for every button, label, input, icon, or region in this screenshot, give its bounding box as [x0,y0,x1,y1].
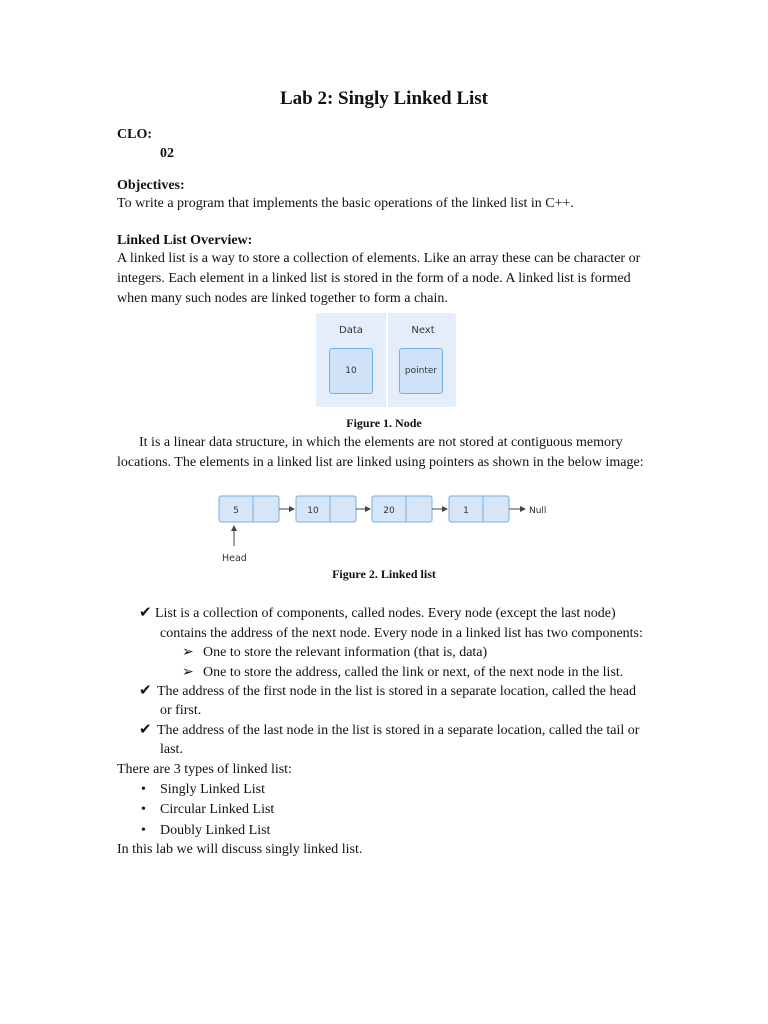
list-node-3 [372,496,432,522]
type-item-doubly: Doubly Linked List [160,823,271,838]
list-node-4-value: 1 [463,506,469,516]
para2-line-1: It is a linear data structure, in which the elements are not stored at contiguous memory [139,435,623,450]
para2-line-2: locations. The elements in a linked list are linked using pointers as shown in the below image: [117,455,644,470]
type-item-circular: Circular Linked List [160,802,275,817]
figure-1-caption: Figure 1. Node [346,416,422,430]
linked-list-figure [210,488,570,568]
node-figure [316,313,456,407]
bullet-dot-icon: • [141,802,146,817]
type-item-singly: Singly Linked List [160,782,265,797]
node-pointer-cell: pointer [399,348,443,394]
sub-bullet-2: One to store the address, called the link or next, of the next node in the list. [203,665,624,680]
figure-2-caption: Figure 2. Linked list [332,567,436,581]
objectives-text: To write a program that implements the basic operations of the linked list in C++. [117,196,574,211]
node-data-header: Data [339,325,363,336]
arrow-bullet-icon: ➢ [182,665,194,680]
clo-label: CLO: [117,127,152,142]
overview-line-2: integers. Each element in a linked list is stored in the form of a node. A linked list is formed [117,271,631,286]
check2-line-1: The address of the first node in the list is stored in a separate location, called the head [157,684,636,699]
list-node-1 [219,496,279,522]
check1-line-1: List is a collection of components, called nodes. Every node (except the last node) [155,606,616,621]
check-icon: ✔ [139,722,152,738]
check3-line-1: The address of the last node in the list is stored in a separate location, called the tail or [157,723,640,738]
head-label: Head [222,553,247,564]
node-next-header: Next [411,325,435,336]
list-node-4 [449,496,509,522]
clo-value: 02 [160,146,174,161]
types-intro: There are 3 types of linked list: [117,762,292,777]
overview-line-1: A linked list is a way to store a collection of elements. Like an array these can be character or [117,251,641,266]
bullet-dot-icon: • [141,782,146,797]
types-closing: In this lab we will discuss singly linked list. [117,842,363,857]
list-node-1-value: 5 [233,506,239,516]
check-icon: ✔ [139,683,152,699]
check2-line-2: or first. [160,703,202,718]
page-title: Lab 2: Singly Linked List [279,88,489,109]
check3-line-2: last. [160,742,183,757]
overview-line-3: when many such nodes are linked together to form a chain. [117,291,448,306]
check-icon: ✔ [139,605,152,621]
check1-line-2: contains the address of the next node. Every node in a linked list has two components: [160,626,643,641]
null-label: Null [529,506,547,516]
overview-heading: Linked List Overview: [117,233,253,248]
list-node-3-value: 20 [383,506,395,516]
sub-bullet-1: One to store the relevant information (that is, data) [203,645,488,660]
arrow-bullet-icon: ➢ [182,645,194,660]
list-node-2 [296,496,356,522]
node-data-cell: 10 [329,348,373,394]
objectives-heading: Objectives: [117,178,185,193]
bullet-dot-icon: • [141,823,146,838]
list-node-2-value: 10 [307,506,319,516]
